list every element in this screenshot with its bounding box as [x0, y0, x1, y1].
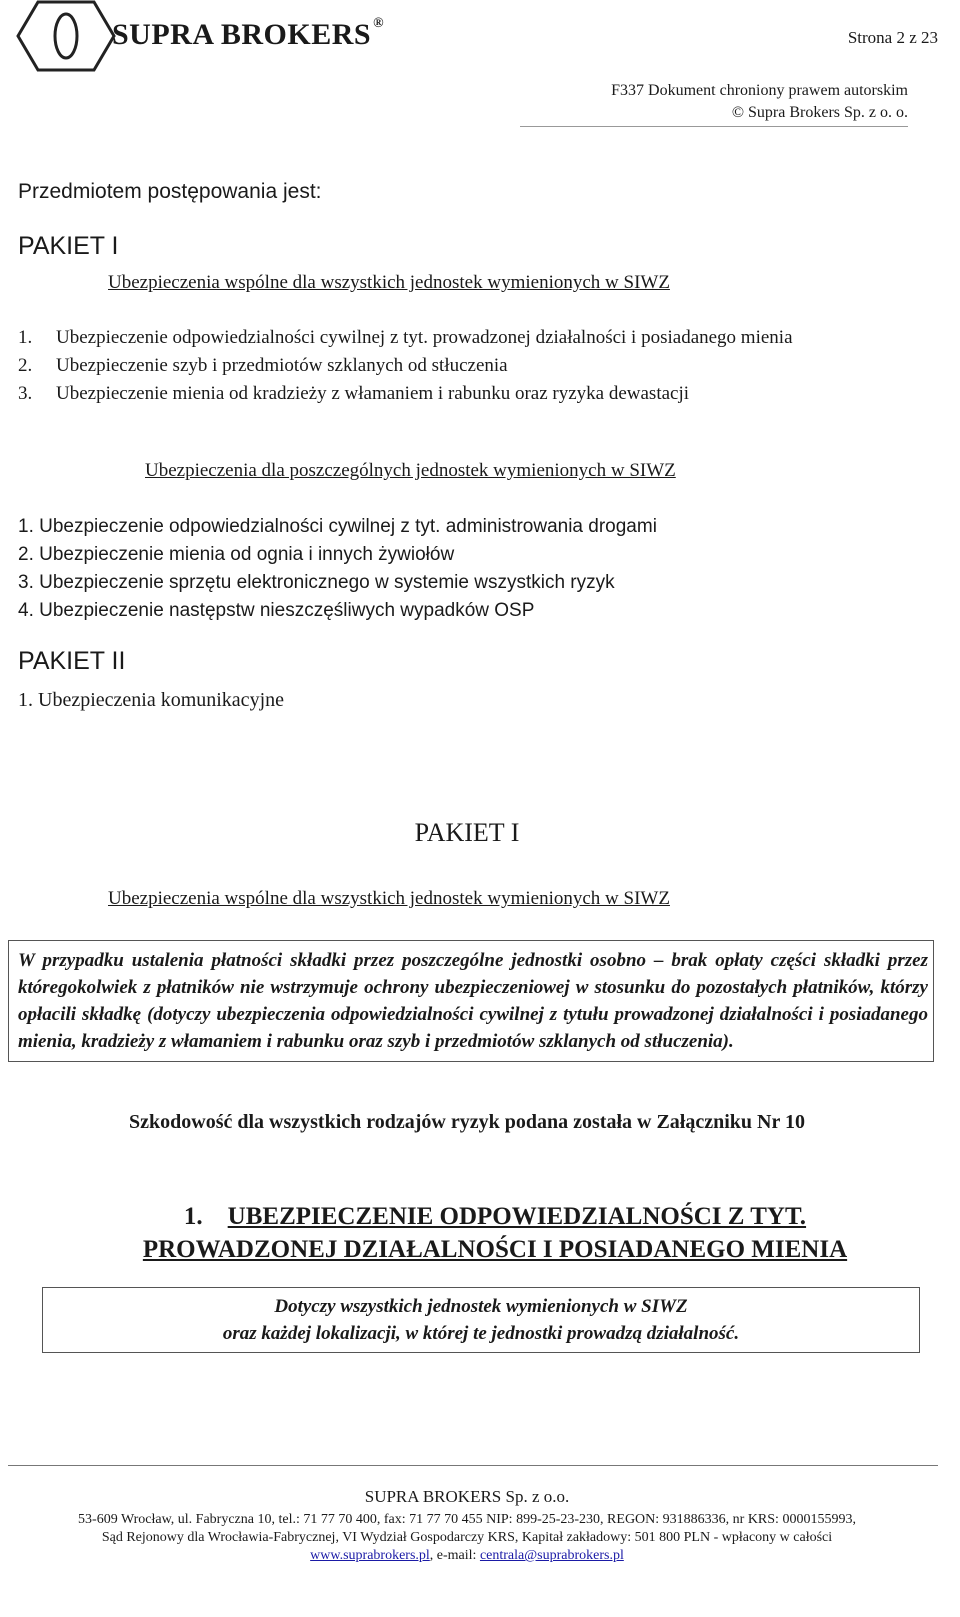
scope-line: oraz każdej lokalizacji, w której te jednostki prowadzą działalność.: [222, 1323, 740, 1344]
intro-text: Przedmiotem postępowania jest:: [18, 180, 322, 203]
header-divider: [520, 126, 908, 127]
package1-individual-list: [18, 513, 657, 625]
list-item: 3. Ubezpieczenie sprzętu elektronicznego w systemie wszystkich ryzyk: [18, 572, 615, 593]
page-number: Strona 2 z 23: [847, 28, 938, 47]
footer-court: Sąd Rejonowy dla Wrocławia-Fabrycznej, VI Wydział Gospodarczy KRS, Kapitał zakładowy: 501 800 PLN - wpłacony w całości: [101, 1530, 833, 1545]
subsection-title: 1. UBEZPIECZENIE ODPOWIEDZIALNOŚCI Z TYT. PROWADZONEJ DZIAŁALNOŚCI I POSIADANEGO MIENIA: [142, 1203, 848, 1263]
package1-common-list: [18, 324, 933, 408]
list-item: 2. Ubezpieczenie szyb i przedmiotów szklanych od stłuczenia: [18, 355, 508, 376]
list-item: 1. Ubezpieczenie odpowiedzialności cywilnej z tyt. administrowania drogami: [18, 516, 657, 537]
package1-title: PAKIET I: [18, 232, 119, 260]
logo-emblem-icon: [16, 0, 116, 72]
footer-company: SUPRA BROKERS Sp. z o.o.: [364, 1487, 570, 1506]
footer-contact: www.suprabrokers.pl, e-mail: centrala@suprabrokers.pl: [310, 1548, 624, 1563]
list-item: 1. Ubezpieczenie odpowiedzialności cywilnej z tyt. prowadzonej działalności i posiadanego mienia: [18, 327, 793, 348]
list-item: 4. Ubezpieczenie następstw nieszczęśliwych wypadków OSP: [18, 600, 535, 621]
scope-line: Dotyczy wszystkich jednostek wymienionych w SIWZ: [274, 1296, 688, 1317]
brand-name: SUPRA BROKERS ®: [112, 16, 385, 51]
section-heading: Ubezpieczenia wspólne dla wszystkich jednostek wymienionych w SIWZ: [108, 888, 670, 909]
section-title: PAKIET I: [414, 818, 520, 847]
website-link[interactable]: www.suprabrokers.pl: [310, 1548, 430, 1563]
package2-title: PAKIET II: [18, 647, 126, 675]
copyright: © Supra Brokers Sp. z o. o.: [731, 104, 908, 121]
footer-divider: [8, 1465, 938, 1466]
list-item: 2. Ubezpieczenie mienia od ognia i innych żywiołów: [18, 544, 455, 565]
scope-box: [42, 1287, 920, 1353]
list-item: 3. Ubezpieczenie mienia od kradzieży z włamaniem i rabunku oraz ryzyka dewastacji: [18, 383, 690, 404]
package1-common-heading: Ubezpieczenia wspólne dla wszystkich jednostek wymienionych w SIWZ: [108, 272, 670, 293]
list-item: 1. Ubezpieczenia komunikacyjne: [18, 689, 284, 711]
email-link[interactable]: centrala@suprabrokers.pl: [479, 1548, 624, 1563]
package1-individual-heading: Ubezpieczenia dla poszczególnych jednostek wymienionych w SIWZ: [145, 460, 676, 481]
payment-notice-box: W przypadku ustalenia płatności składki przez poszczególne jednostki osobno – brak opłaty części składki przez któregokolwiek z płatników nie wstrzymuje ochrony ubezpieczeniowej w stosunku do pozostałych płatników, którzy opłacili składkę (dotyczy ubezpieczenia odpowiedzialności cywilnej z tytułu prowadzonej działalności i posiadanego mienia, kradzieży z włamaniem i rabunku oraz szyb i przedmiotów szklanych od stłuczenia).: [8, 940, 934, 1062]
package2-list: [18, 689, 284, 712]
claims-note: Szkodowość dla wszystkich rodzajów ryzyk podana została w Załączniku Nr 10: [129, 1111, 805, 1133]
doc-code: F337 Dokument chroniony prawem autorskim: [611, 82, 908, 99]
footer-address: 53-609 Wrocław, ul. Fabryczna 10, tel.: 71 77 70 400, fax: 71 77 70 455 NIP: 899-25-23-230, REGON: 931886336, nr KRS: 0000155993,: [78, 1512, 856, 1527]
